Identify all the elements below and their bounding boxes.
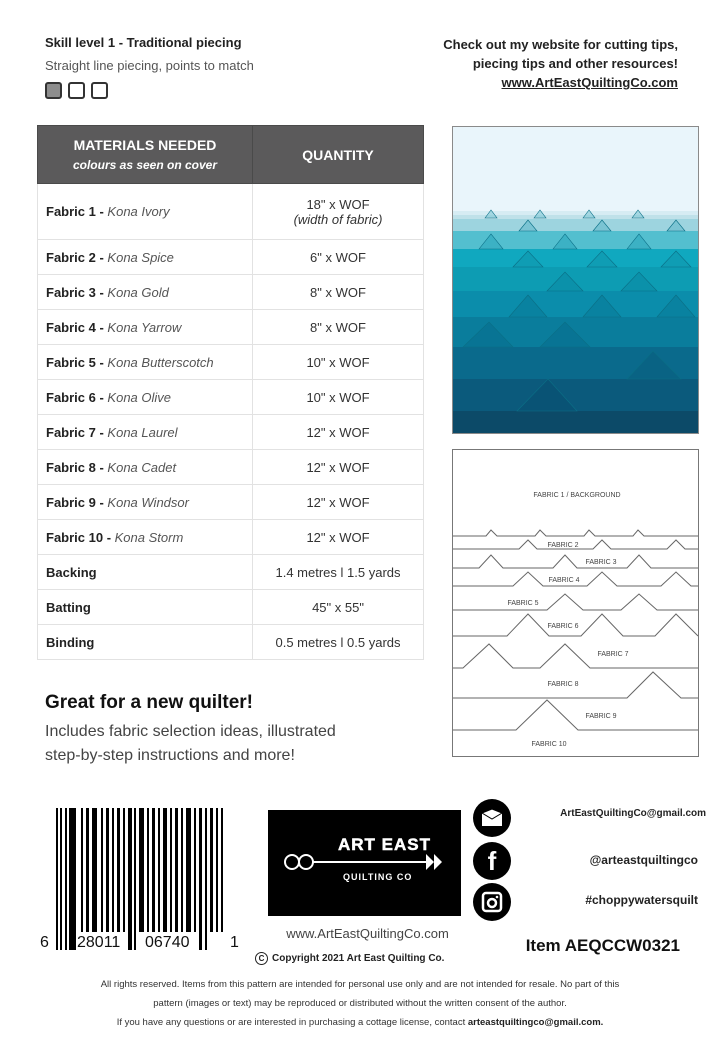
new-quilter-title: Great for a new quilter! xyxy=(45,692,253,713)
legal-line-2: pattern (images or text) may be reproduced or distributed without the written consent of the author. xyxy=(153,998,567,1009)
material-quantity: 45" x 55" xyxy=(253,590,424,625)
skill-box-empty-icon xyxy=(91,82,108,99)
table-row xyxy=(38,184,424,240)
contact-email[interactable]: ArtEastQuiltingCo@gmail.com xyxy=(560,808,706,819)
table-row xyxy=(38,450,424,485)
email-icon[interactable] xyxy=(473,799,511,837)
material-quantity: 1.4 metres l 1.5 yards xyxy=(253,555,424,590)
material-name: Fabric 5 - Kona Butterscotch xyxy=(38,345,253,380)
table-row xyxy=(38,415,424,450)
table-row xyxy=(38,310,424,345)
diagram-label-fabric-7: FABRIC 7 xyxy=(597,651,629,658)
material-name: Fabric 2 - Kona Spice xyxy=(38,240,253,275)
material-name: Binding xyxy=(38,625,253,660)
material-name: Fabric 7 - Kona Laurel xyxy=(38,415,253,450)
new-quilter-description: Includes fabric selection ideas, illustrated step-by-step instructions and more! xyxy=(45,723,336,764)
material-quantity: 8" x WOF xyxy=(253,310,424,345)
diagram-label-fabric-8: FABRIC 8 xyxy=(547,681,579,688)
materials-header xyxy=(38,126,253,184)
logo-website-link[interactable]: www.ArtEastQuiltingCo.com xyxy=(286,926,449,941)
diagram-label-fabric-5: FABRIC 5 xyxy=(507,600,539,607)
material-quantity: 10" x WOF xyxy=(253,380,424,415)
item-code: Item AEQCCW0321 xyxy=(525,936,680,955)
table-row xyxy=(38,555,424,590)
material-quantity: 12" x WOF xyxy=(253,415,424,450)
diagram-label-fabric-3: FABRIC 3 xyxy=(585,559,617,566)
promo-line-2: piecing tips and other resources! xyxy=(472,56,678,71)
new-quilter-block xyxy=(45,692,336,768)
legal-line-1: All rights reserved. Items from this pattern are intended for personal use only and are not intended for resale. No part of this xyxy=(100,979,620,990)
table-row xyxy=(38,275,424,310)
barcode-digit-prefix: 6 xyxy=(40,934,49,951)
material-quantity: 10" x WOF xyxy=(253,345,424,380)
logo-subtitle: QUILTING CO xyxy=(343,872,413,882)
logo-name: ART EAST xyxy=(338,835,431,854)
material-name: Fabric 6 - Kona Olive xyxy=(38,380,253,415)
instagram-icon[interactable] xyxy=(473,883,511,921)
copyright-text: Copyright 2021 Art East Quilting Co. xyxy=(272,953,445,964)
quilt-illustration xyxy=(453,127,699,434)
promo-line-1: Check out my website for cutting tips, xyxy=(443,37,678,52)
barcode-digit-check: 1 xyxy=(230,934,239,951)
material-name: Batting xyxy=(38,590,253,625)
art-east-logo xyxy=(268,810,461,916)
table-row xyxy=(38,625,424,660)
material-quantity: 8" x WOF xyxy=(253,275,424,310)
logo-arrow-icon xyxy=(268,810,461,916)
material-name: Backing xyxy=(38,555,253,590)
website-promo xyxy=(443,35,678,92)
material-name: Fabric 9 - Kona Windsor xyxy=(38,485,253,520)
quilt-cover-image xyxy=(452,126,699,434)
barcode-digits-left: 28011 xyxy=(77,934,121,951)
facebook-icon[interactable]: f xyxy=(473,842,511,880)
diagram-label-fabric-6: FABRIC 6 xyxy=(547,623,579,630)
diagram-label-fabric-10: FABRIC 10 xyxy=(531,741,567,748)
table-row xyxy=(38,485,424,520)
skill-level-indicator xyxy=(45,82,254,99)
skill-level-block xyxy=(45,35,254,99)
skill-level-subtitle: Straight line piecing, points to match xyxy=(45,58,254,73)
diagram-label-fabric-9: FABRIC 9 xyxy=(585,713,617,720)
material-quantity: 12" x WOF xyxy=(253,485,424,520)
material-name: Fabric 10 - Kona Storm xyxy=(38,520,253,555)
table-row xyxy=(38,590,424,625)
material-quantity: 18" x WOF (width of fabric) xyxy=(253,184,424,240)
diagram-label-fabric-4: FABRIC 4 xyxy=(548,577,580,584)
legal-notice xyxy=(30,975,690,1032)
materials-header-title: MATERIALS NEEDED xyxy=(73,137,217,153)
copyright-icon: C xyxy=(255,952,268,965)
material-quantity: 0.5 metres l 0.5 yards xyxy=(253,625,424,660)
material-name: Fabric 1 - Kona Ivory xyxy=(38,184,253,240)
materials-table xyxy=(37,125,424,660)
material-quantity: 12" x WOF xyxy=(253,450,424,485)
quantity-header: QUANTITY xyxy=(253,126,424,184)
legal-email-link[interactable]: arteastquiltingco@gmail.com. xyxy=(467,1017,604,1028)
piecing-diagram xyxy=(452,449,699,757)
contact-facebook[interactable]: @arteastquiltingco xyxy=(589,853,698,867)
barcode-digits-right: 06740 xyxy=(145,934,190,951)
material-name: Fabric 3 - Kona Gold xyxy=(38,275,253,310)
diagram-label-fabric-1: FABRIC 1 / BACKGROUND xyxy=(533,492,621,499)
material-name: Fabric 8 - Kona Cadet xyxy=(38,450,253,485)
contact-instagram[interactable]: #choppywatersquilt xyxy=(585,893,698,907)
material-name: Fabric 4 - Kona Yarrow xyxy=(38,310,253,345)
material-quantity: 6" x WOF xyxy=(253,240,424,275)
table-row xyxy=(38,380,424,415)
copyright-notice xyxy=(255,952,444,965)
skill-level-title: Skill level 1 - Traditional piecing xyxy=(45,35,242,50)
diagram-label-fabric-2: FABRIC 2 xyxy=(547,542,579,549)
skill-box-empty-icon xyxy=(68,82,85,99)
table-row xyxy=(38,240,424,275)
legal-line-3: If you have any questions or are interested in purchasing a cottage license, contact arteastquiltingco@gmail.com. xyxy=(116,1017,604,1028)
table-row xyxy=(38,345,424,380)
material-quantity: 12" x WOF xyxy=(253,520,424,555)
materials-header-subtitle: colours as seen on cover xyxy=(72,158,218,172)
website-link[interactable]: www.ArtEastQuiltingCo.com xyxy=(501,75,678,90)
table-row xyxy=(38,520,424,555)
skill-box-filled-icon xyxy=(45,82,62,99)
piecing-diagram-illustration xyxy=(453,450,698,756)
